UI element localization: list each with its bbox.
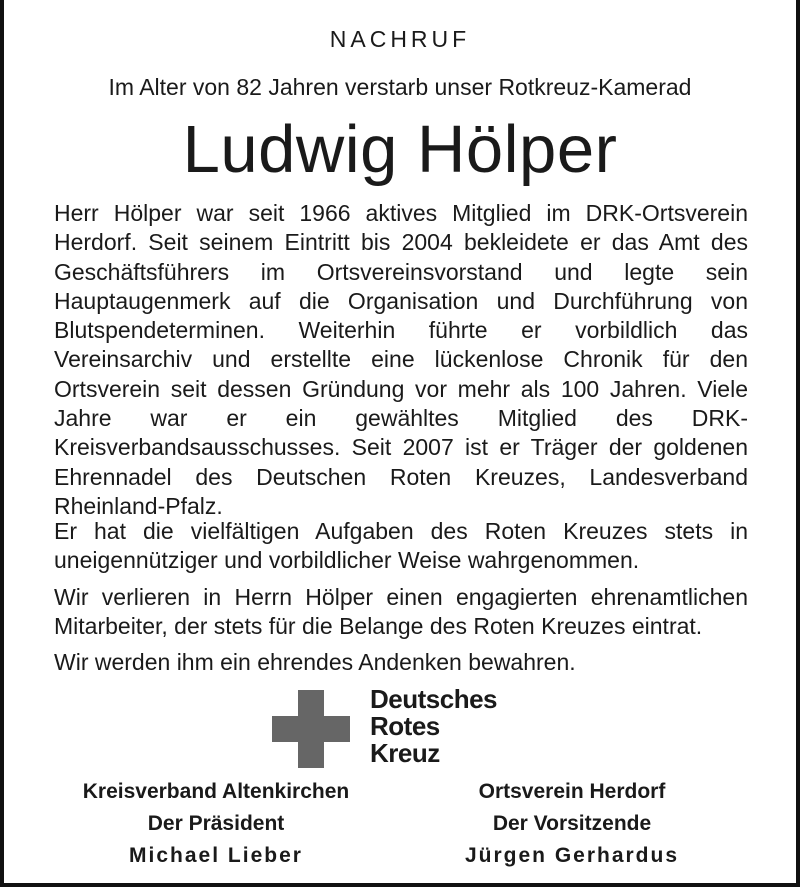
signature-right-org: Ortsverein Herdorf xyxy=(478,780,666,803)
signature-left-org: Kreisverband Altenkirchen xyxy=(82,780,350,803)
logo-line-2: Rotes xyxy=(370,711,440,741)
red-cross-icon xyxy=(272,690,350,768)
paragraph-tribute: Er hat die vielfältigen Aufgaben des Roten Kreuzes stets in uneigennütziger und vorbildlicher Weise wahrgenommen. xyxy=(54,518,748,574)
logo-line-3: Kreuz xyxy=(370,738,440,768)
paragraph-loss: Wir verlieren in Herrn Hölper einen engagierten ehrenamtlichen Mitarbeiter, der stets für die Belange des Roten Kreuzes eintrat. xyxy=(54,584,748,640)
logo-wordmark xyxy=(370,686,497,767)
signature-right-role: Der Vorsitzende xyxy=(492,812,652,835)
paragraph-biography: Herr Hölper war seit 1966 aktives Mitglied im DRK-Ortsverein Herdorf. Seit seinem Eintritt bis 2004 bekleidete er das Amt des Geschäftsführers im Ortsvereinsvorstand und legte sein Hauptaugenmerk auf die Organisation und Durchführung von Blutspendeterminen. Weiterhin führte er vorbildlich das Vereinsarchiv und erstellte eine lückenlose Chronik für den Ortsverein seit dessen Gründung vor mehr als 100 Jahren. Viele Jahre war er ein gewähltes Mitglied des DRK-Kreisverbandsausschusses. Seit 2007 ist er Träger der goldenen Ehrennadel des Deutschen Roten Kreuzes, Landesverband Rheinland-Pfalz. xyxy=(54,200,748,519)
header-title: NACHRUF xyxy=(329,26,471,52)
signature-right-person: Jürgen Gerhardus xyxy=(464,844,680,867)
deceased-name: Ludwig Hölper xyxy=(182,112,618,187)
signature-left-person: Michael Lieber xyxy=(129,844,303,867)
signature-left xyxy=(36,776,396,872)
paragraph-remembrance: Wir werden ihm ein ehrendes Andenken bewahren. xyxy=(54,649,576,675)
intro-line: Im Alter von 82 Jahren verstarb unser Rotkreuz-Kamerad xyxy=(108,74,692,100)
signature-right xyxy=(392,776,752,872)
signature-left-role: Der Präsident xyxy=(147,812,285,835)
drk-logo xyxy=(272,684,532,770)
logo-line-1: Deutsches xyxy=(370,684,497,714)
